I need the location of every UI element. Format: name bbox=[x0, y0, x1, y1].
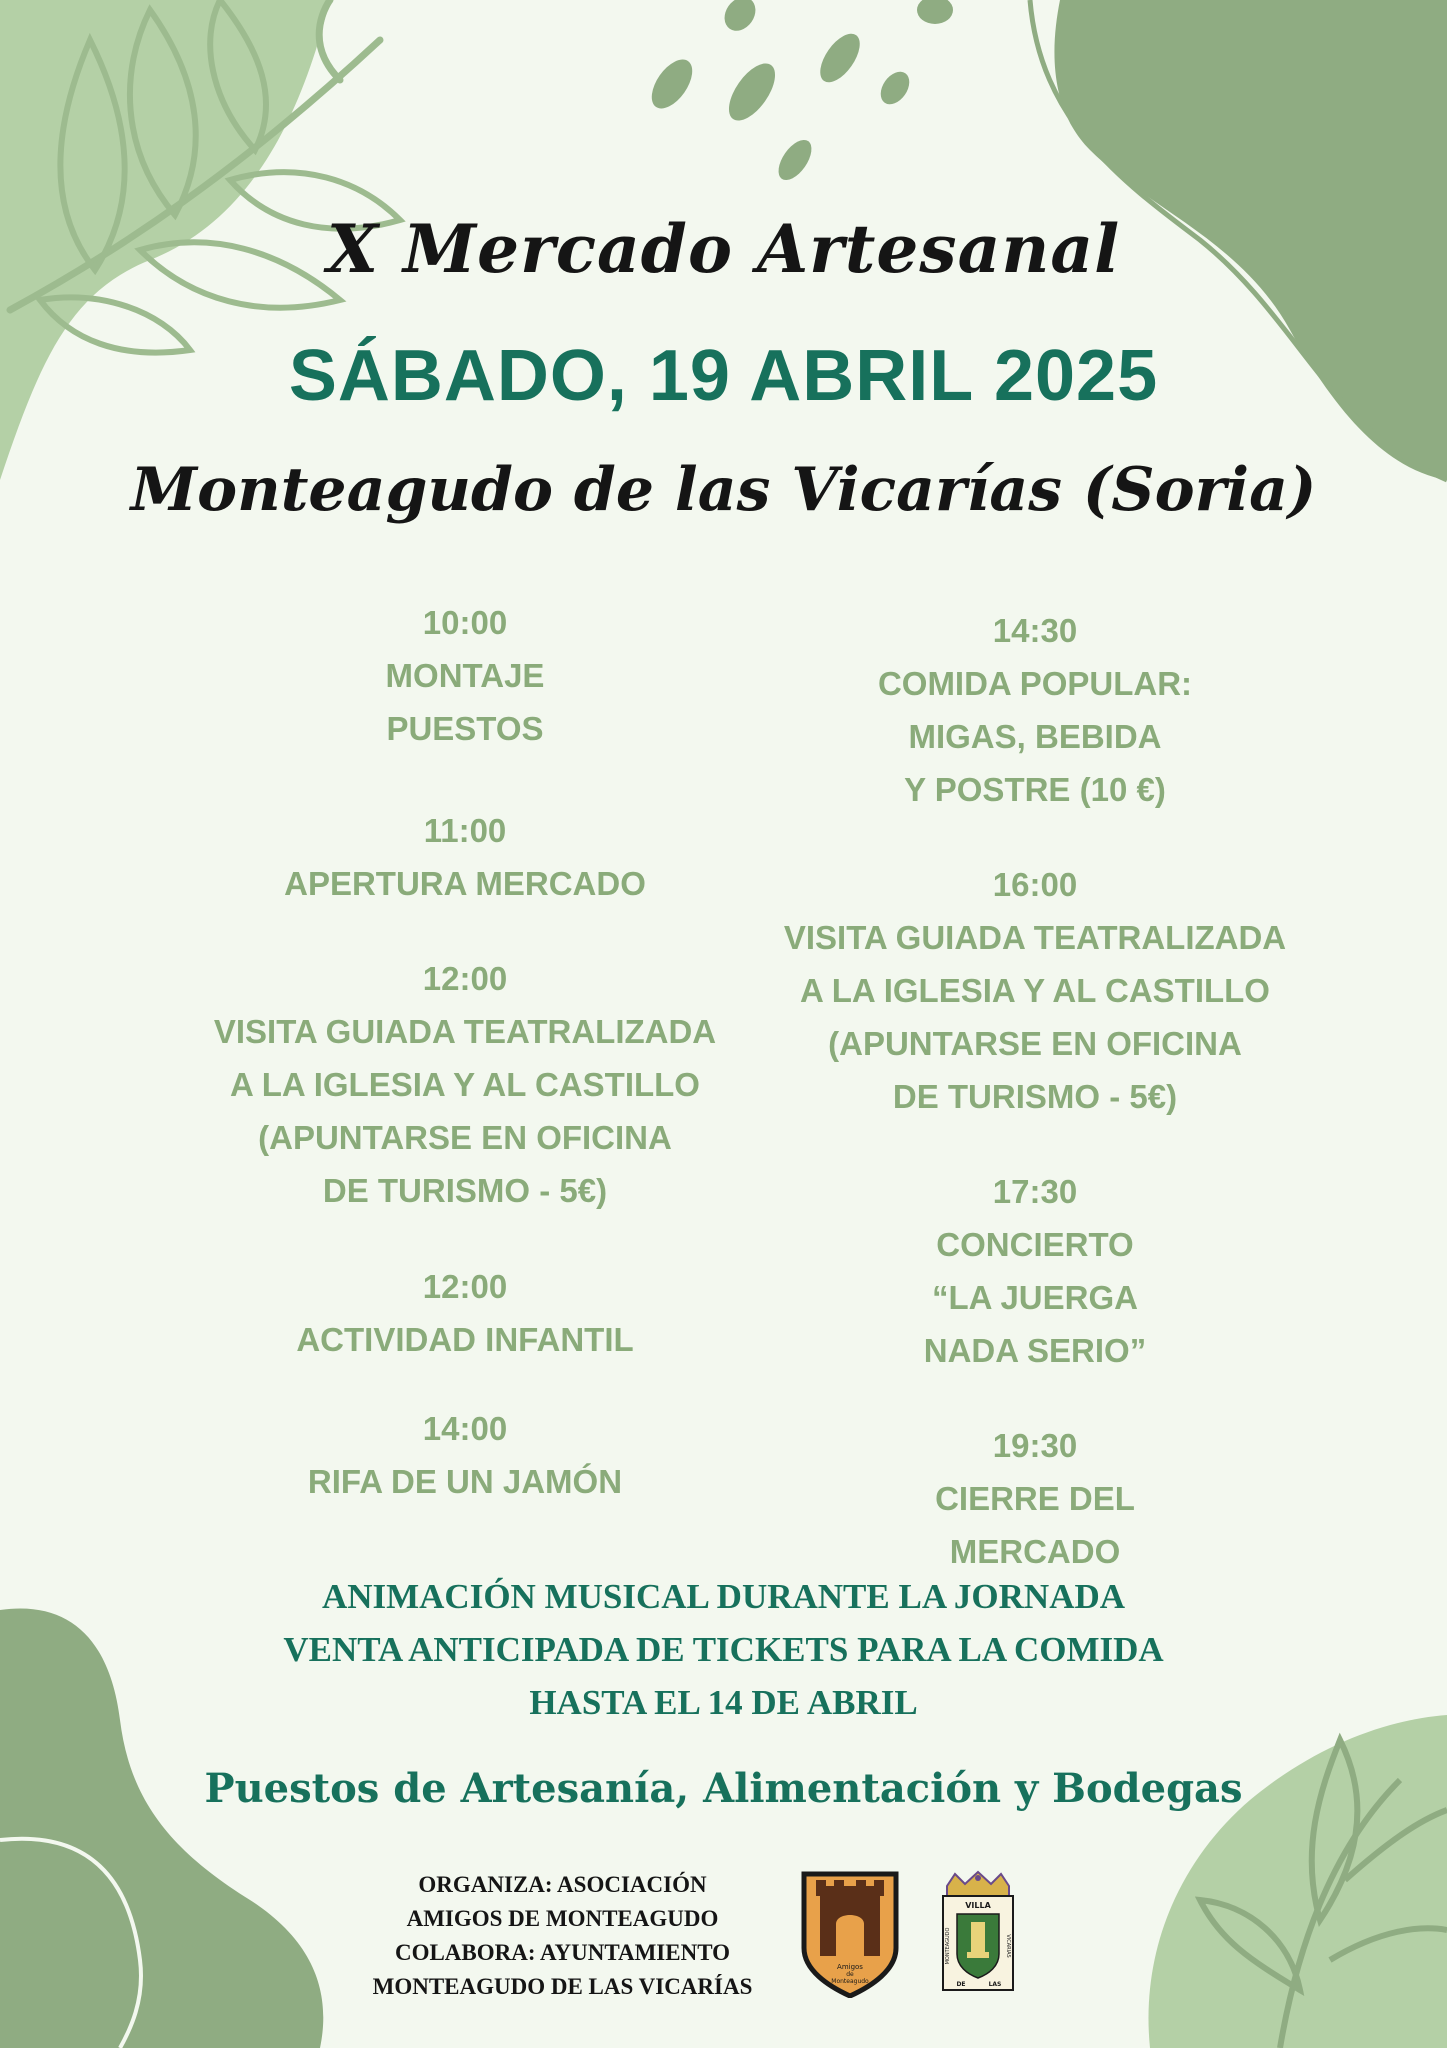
notice-line: HASTA EL 14 DE ABRIL bbox=[529, 1683, 918, 1722]
schedule-text: VISITA GUIADA TEATRALIZADA bbox=[213, 1013, 717, 1050]
schedule-text: MIGAS, BEBIDA bbox=[908, 718, 1162, 755]
schedule-text: CIERRE DEL bbox=[935, 1480, 1135, 1517]
schedule-text: COMIDA POPULAR: bbox=[877, 665, 1193, 702]
schedule-time: 14:30 bbox=[992, 612, 1078, 649]
schedule-text: Y POSTRE (10 €) bbox=[904, 771, 1166, 808]
villa-logo-text: LAS bbox=[988, 1981, 1002, 1988]
schedule-text: DE TURISMO - 5€) bbox=[892, 1078, 1178, 1115]
schedule-text: PUESTOS bbox=[386, 710, 544, 747]
raindrops bbox=[644, 0, 953, 186]
schedule-text: RIFA DE UN JAMÓN bbox=[307, 1463, 623, 1500]
amigos-logo-text: Amigos bbox=[837, 1963, 863, 1971]
schedule-text: (APUNTARSE EN OFICINA bbox=[828, 1025, 1242, 1062]
schedule-text: NADA SERIO” bbox=[923, 1332, 1147, 1369]
amigos-de-monteagudo-logo bbox=[800, 1870, 900, 1998]
schedule-item bbox=[165, 596, 765, 755]
schedule-item bbox=[165, 1402, 765, 1508]
schedule-item bbox=[165, 952, 765, 1217]
schedule-text: A LA IGLESIA Y AL CASTILLO bbox=[230, 1066, 700, 1103]
credits-line: MONTEAGUDO DE LAS VICARÍAS bbox=[372, 1974, 753, 1999]
schedule-item bbox=[735, 1419, 1335, 1578]
credits-block bbox=[330, 1868, 795, 2004]
schedule-time: 19:30 bbox=[992, 1427, 1078, 1464]
amigos-logo-text: Monteagudo bbox=[831, 1978, 869, 1985]
schedule-text: A LA IGLESIA Y AL CASTILLO bbox=[800, 972, 1270, 1009]
schedule-text: (APUNTARSE EN OFICINA bbox=[258, 1119, 672, 1156]
villa-logo-text: VICARIAS bbox=[1005, 1934, 1011, 1958]
schedule-text: APERTURA MERCADO bbox=[284, 865, 646, 902]
villa-logo-text: DE bbox=[956, 1981, 966, 1988]
schedule-time: 12:00 bbox=[422, 1268, 508, 1305]
schedule-time: 14:00 bbox=[422, 1410, 508, 1447]
schedule-time: 10:00 bbox=[422, 604, 508, 641]
schedule-text: “LA JUERGA bbox=[932, 1279, 1138, 1316]
schedule-text: ACTIVIDAD INFANTIL bbox=[296, 1321, 634, 1358]
event-title: X Mercado Artesanal bbox=[326, 210, 1121, 288]
schedule-item bbox=[165, 1260, 765, 1366]
schedule-text: CONCIERTO bbox=[936, 1226, 1134, 1263]
schedule-right-column bbox=[735, 604, 1335, 1578]
schedule-text: MONTAJE bbox=[385, 657, 545, 694]
stalls-heading: Puestos de Artesanía, Alimentación y Bodegas bbox=[204, 1765, 1243, 1812]
credits-line: AMIGOS DE MONTEAGUDO bbox=[406, 1906, 719, 1931]
credits-line: COLABORA: AYUNTAMIENTO bbox=[394, 1940, 731, 1965]
schedule-time: 17:30 bbox=[992, 1173, 1078, 1210]
schedule-text: MERCADO bbox=[949, 1533, 1121, 1570]
event-notice bbox=[0, 1570, 1447, 1729]
schedule-time: 11:00 bbox=[423, 812, 507, 849]
villa-logo-text: VILLA bbox=[965, 1901, 991, 1910]
credits-line: ORGANIZA: ASOCIACIÓN bbox=[418, 1872, 707, 1897]
schedule-item bbox=[165, 804, 765, 910]
schedule-text: VISITA GUIADA TEATRALIZADA bbox=[783, 919, 1287, 956]
amigos-logo-text: de bbox=[846, 1971, 854, 1978]
event-location: Monteagudo de las Vicarías (Soria) bbox=[130, 455, 1317, 525]
schedule-left-column bbox=[165, 596, 765, 1508]
event-date: SÁBADO, 19 ABRIL 2025 bbox=[288, 336, 1159, 416]
notice-line: VENTA ANTICIPADA DE TICKETS PARA LA COMIDA bbox=[283, 1630, 1164, 1669]
schedule-item bbox=[735, 604, 1335, 816]
schedule-item bbox=[735, 858, 1335, 1123]
villa-coat-of-arms-logo bbox=[935, 1870, 1021, 1998]
villa-logo-text: MONTEAGUDO bbox=[945, 1927, 951, 1965]
schedule-time: 12:00 bbox=[422, 960, 508, 997]
schedule-item bbox=[735, 1165, 1335, 1377]
schedule-text: DE TURISMO - 5€) bbox=[322, 1172, 608, 1209]
notice-line: ANIMACIÓN MUSICAL DURANTE LA JORNADA bbox=[321, 1577, 1126, 1616]
schedule-time: 16:00 bbox=[992, 866, 1078, 903]
